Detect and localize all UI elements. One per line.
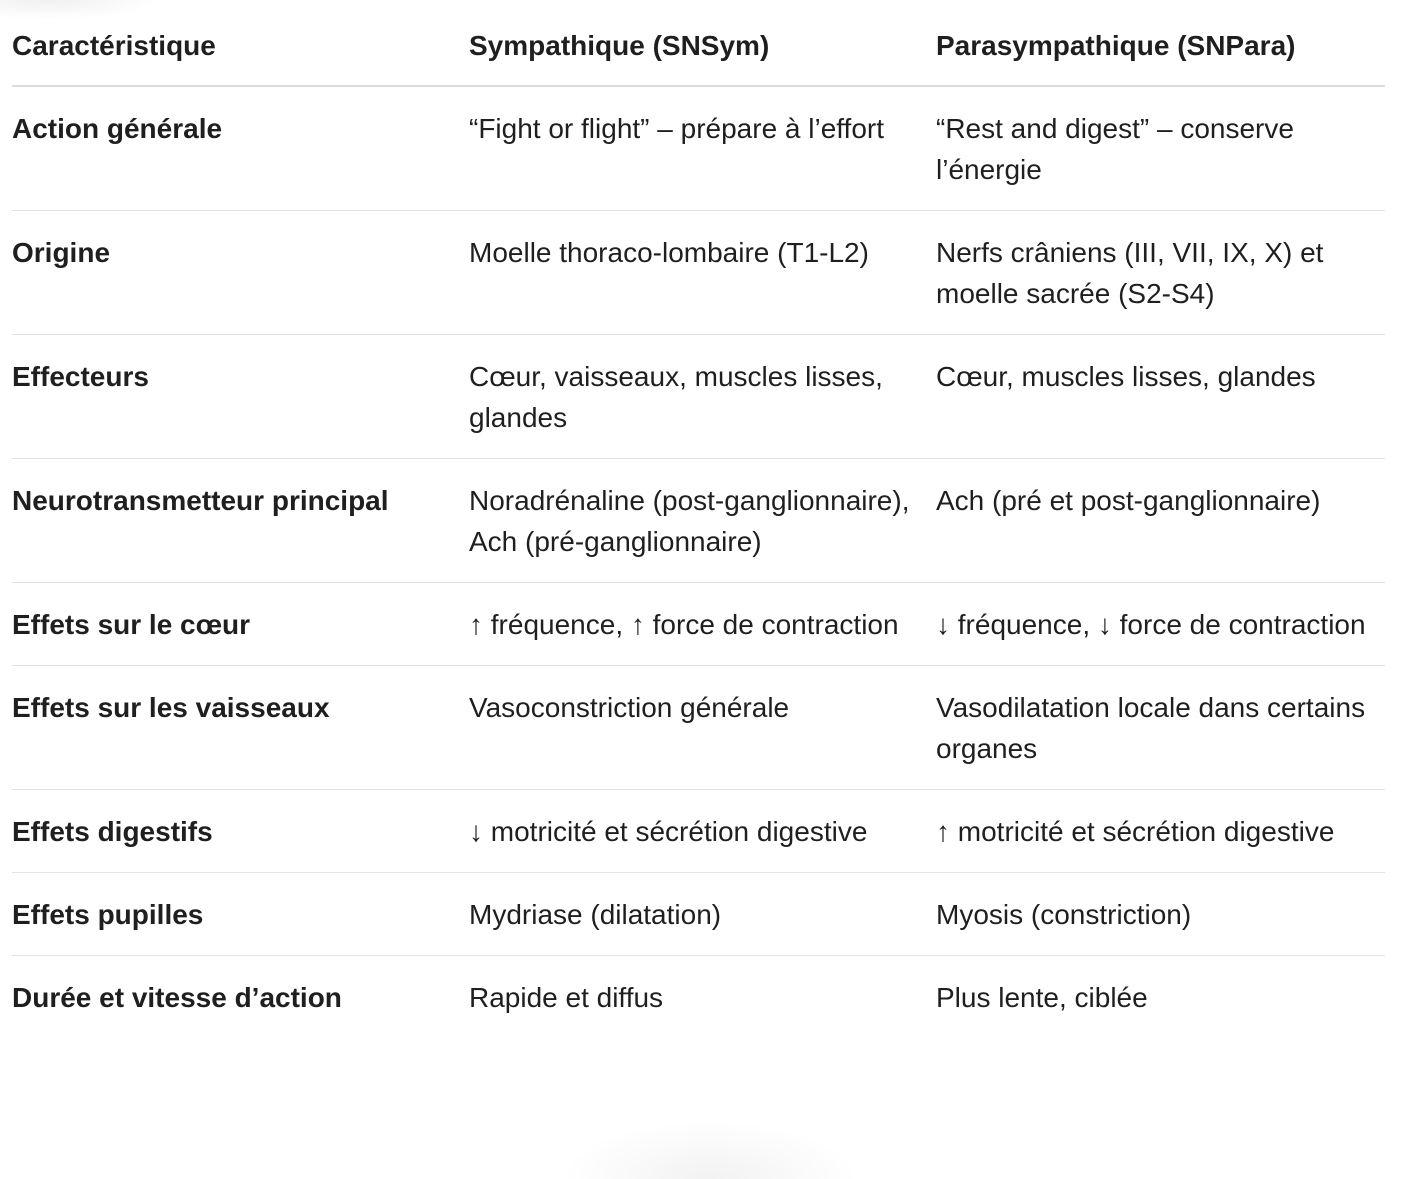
row-sympathique-value: ↑ fréquence, ↑ force de contraction — [469, 583, 936, 666]
row-parasympathique-value: Plus lente, ciblée — [936, 982, 1148, 1013]
row-parasympathique-value: Ach (pré et post-ganglionnaire) — [936, 459, 1385, 583]
row-feature: Effets sur le cœur — [12, 583, 469, 666]
table-row — [12, 211, 1385, 335]
table-row — [12, 790, 1385, 873]
row-feature: Effets pupilles — [12, 873, 469, 956]
row-parasympathique-value: Myosis (constriction) — [936, 873, 1385, 956]
row-sympathique-value: Mydriase (dilatation) — [469, 873, 936, 956]
table-row — [12, 956, 1385, 1039]
bottom-shadow — [560, 1120, 860, 1179]
row-parasympathique-value: ↓ fréquence, ↓ force de contraction — [936, 583, 1385, 666]
row-feature: Effets digestifs — [12, 790, 469, 873]
row-sympathique-value: Rapide et diffus — [469, 982, 664, 1013]
row-parasympathique-value: Nerfs crâniens (III, VII, IX, X) et moelle sacrée (S2-S4) — [936, 211, 1385, 335]
row-feature: Origine — [12, 211, 469, 335]
header-parasympathique: Parasympathique (SNPara) — [936, 0, 1385, 86]
row-feature: Effets sur les vaisseaux — [12, 666, 469, 790]
comparison-table — [12, 0, 1385, 1038]
table-row — [12, 583, 1385, 666]
row-feature: Neurotransmetteur principal — [12, 459, 469, 583]
row-parasympathique-value: Vasodilatation locale dans certains organes — [936, 666, 1385, 790]
row-sympathique-value: Moelle thoraco-lombaire (T1-L2) — [469, 211, 936, 335]
row-feature: Durée et vitesse d’action — [12, 982, 342, 1013]
row-sympathique-value: Cœur, vaisseaux, muscles lisses, glandes — [469, 335, 936, 459]
row-sympathique-value: Noradrénaline (post-ganglionnaire), Ach (pré-ganglionnaire) — [469, 459, 936, 583]
table-row — [12, 873, 1385, 956]
header-caracteristique: Caractéristique — [12, 0, 469, 86]
row-feature: Effecteurs — [12, 335, 469, 459]
row-parasympathique-value: ↑ motricité et sécrétion digestive — [936, 790, 1385, 873]
row-parasympathique-value: “Rest and digest” – conserve l’énergie — [936, 86, 1385, 211]
table-header-row — [12, 0, 1385, 86]
row-sympathique-value: “Fight or flight” – prépare à l’effort — [469, 86, 936, 211]
header-sympathique: Sympathique (SNSym) — [469, 0, 936, 86]
table-row — [12, 335, 1385, 459]
row-parasympathique-value: Cœur, muscles lisses, glandes — [936, 335, 1385, 459]
row-sympathique-value: ↓ motricité et sécrétion digestive — [469, 790, 936, 873]
table-row — [12, 666, 1385, 790]
comparison-table-container — [12, 0, 1385, 1038]
row-sympathique-value: Vasoconstriction générale — [469, 666, 936, 790]
table-row — [12, 459, 1385, 583]
row-feature: Action générale — [12, 86, 469, 211]
table-row — [12, 86, 1385, 211]
